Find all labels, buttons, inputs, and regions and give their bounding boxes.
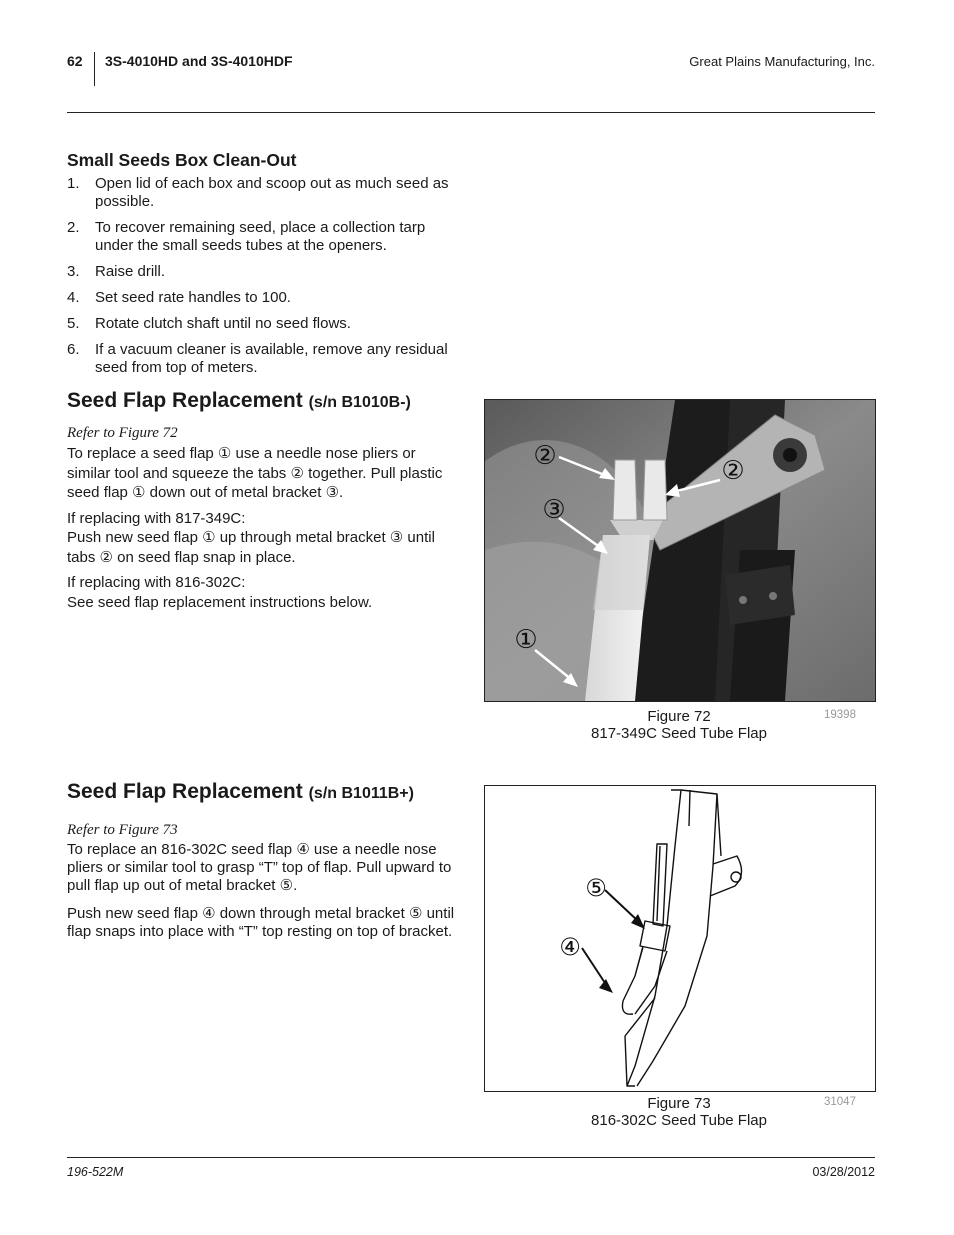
- clean-out-heading: Small Seeds Box Clean-Out: [67, 150, 297, 170]
- section-a-body: [67, 425, 462, 618]
- callout-4: ④: [559, 933, 581, 961]
- figure-72-image-number: 19398: [824, 709, 856, 721]
- header-divider: [94, 52, 95, 86]
- paragraph: If replacing with 816-302C: See seed flap replacement instructions below.: [67, 574, 373, 611]
- figure-73-caption: Figure 73 816-302C Seed Tube Flap: [591, 1095, 767, 1129]
- publish-date: 03/28/2012: [812, 1165, 875, 1179]
- callout-5: ⑤: [585, 874, 607, 902]
- clean-out-steps: [67, 175, 462, 385]
- callout-2a: ②: [533, 441, 557, 471]
- figure-73-drawing: [484, 785, 876, 1092]
- header-rule: [67, 112, 875, 113]
- figure-reference: Refer to Figure 73: [67, 822, 178, 838]
- callout-3: ③: [542, 495, 566, 525]
- list-item: 5. Rotate clutch shaft until no seed flows.: [67, 315, 351, 332]
- list-item: 3. Raise drill.: [67, 263, 166, 280]
- paragraph: To replace a seed flap ① use a needle nose pliers or similar tool and squeeze the tabs ② together. Pull plastic seed flap ① down out of metal bracket ③.: [67, 445, 443, 501]
- seed-flap-heading-a: Seed Flap Replacement (s/n B1010B-): [67, 389, 411, 412]
- figure-72-photo: [484, 399, 876, 702]
- page-number: 62: [67, 53, 83, 69]
- company-name: Great Plains Manufacturing, Inc.: [689, 54, 875, 69]
- footer-rule: [67, 1157, 875, 1158]
- document-title: 3S-4010HD and 3S-4010HDF: [105, 53, 293, 69]
- paragraph: If replacing with 817-349C: Push new seed flap ① up through metal bracket ③ until tabs ② on seed flap snap in place.: [67, 509, 435, 566]
- seed-tube-drawing: [485, 786, 875, 1091]
- figure-72-caption: Figure 72 817-349C Seed Tube Flap: [591, 708, 767, 742]
- list-item: 2. To recover remaining seed, place a collection tarp under the small seeds tubes at the openers.: [67, 219, 426, 254]
- list-item: 6. If a vacuum cleaner is available, remove any residual seed from top of meters.: [67, 341, 448, 376]
- paragraph: To replace an 816-302C seed flap ④ use a needle nose pliers or similar tool to grasp “T” top of flap. Pull upward to pull flap up out of metal bracket ⑤.: [67, 841, 452, 894]
- list-item: 1. Open lid of each box and scoop out as much seed as possible.: [67, 175, 449, 210]
- figure-reference: Refer to Figure 72: [67, 425, 178, 441]
- callout-2b: ②: [721, 456, 745, 486]
- seed-flap-heading-b: Seed Flap Replacement (s/n B1011B+): [67, 780, 414, 803]
- figure-73-image-number: 31047: [824, 1096, 856, 1108]
- callout-1: ①: [514, 625, 538, 655]
- paragraph: Push new seed flap ④ down through metal bracket ⑤ until flap snaps into place with “T” top resting on top of bracket.: [67, 905, 455, 940]
- list-item: 4. Set seed rate handles to 100.: [67, 289, 291, 306]
- seed-tube-photo: [485, 400, 875, 701]
- section-b-body: [67, 822, 462, 947]
- document-number: 196-522M: [67, 1165, 124, 1179]
